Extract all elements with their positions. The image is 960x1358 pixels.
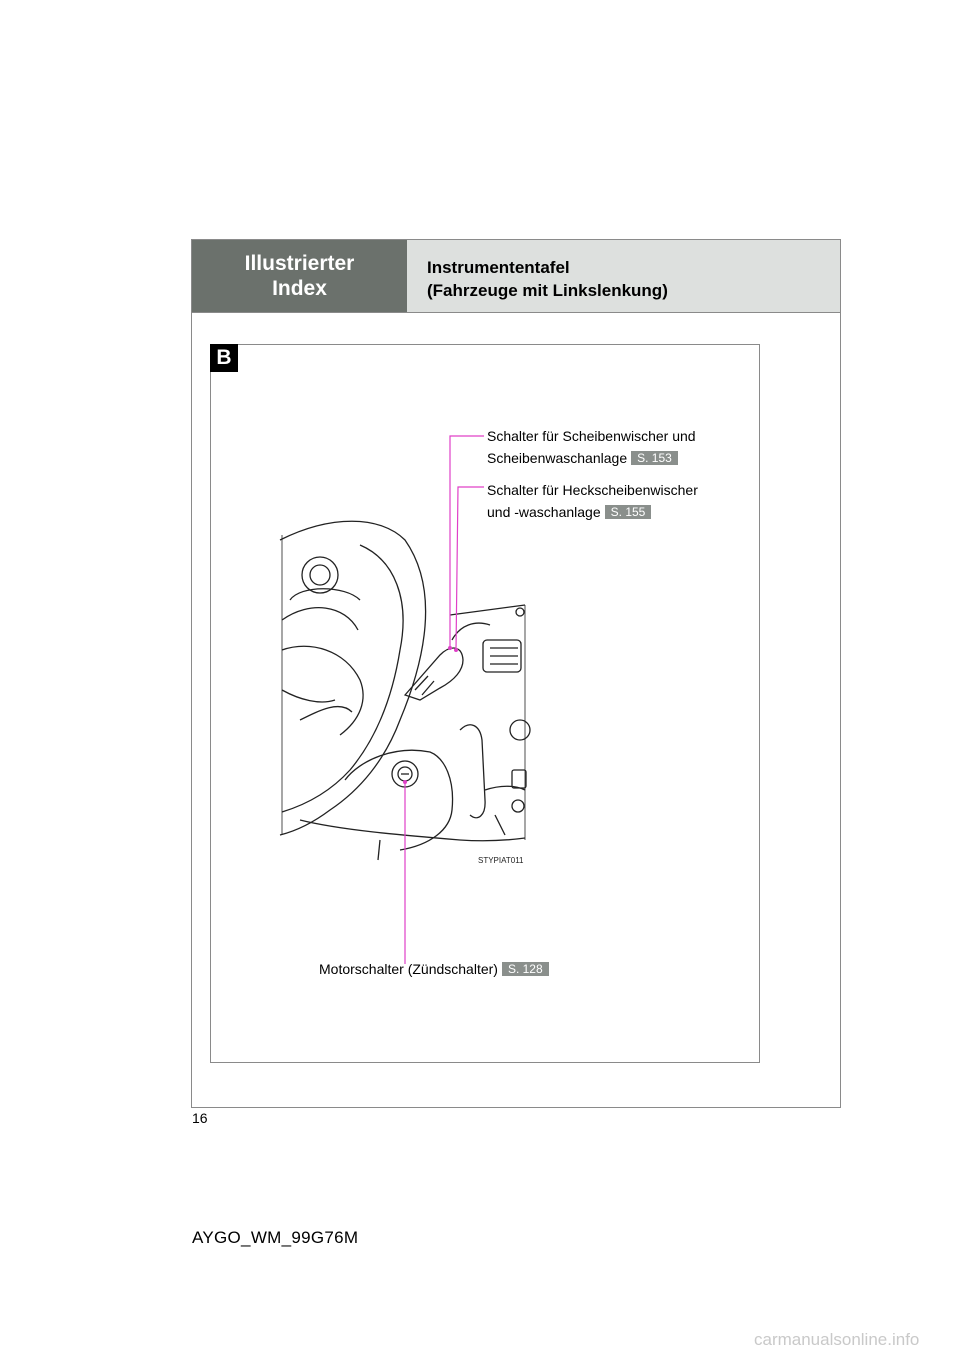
section-title-line1: Illustrierter	[244, 252, 355, 275]
section-badge: B	[210, 344, 238, 372]
page-number: 16	[192, 1110, 208, 1126]
callout-engine-switch	[319, 958, 549, 980]
callout-rear-wiper	[487, 479, 698, 523]
callout-rear-wiper-line1: Schalter für Heckscheibenwischer	[487, 482, 698, 498]
page-ref-155[interactable]: S. 155	[605, 505, 652, 519]
callout-front-wiper	[487, 425, 696, 469]
watermark: carmanualsonline.info	[754, 1330, 920, 1349]
callout-front-wiper-line1: Schalter für Scheibenwischer und	[487, 428, 696, 444]
callout-engine-switch-line1: Motorschalter (Zündschalter)	[319, 961, 498, 977]
page-title-line1: Instrumententafel	[427, 258, 570, 277]
figure-code: STYPIAT011	[478, 856, 524, 865]
page-ref-128[interactable]: S. 128	[502, 962, 549, 976]
callout-rear-wiper-line2: und -waschanlage	[487, 504, 601, 520]
page-title-line2: (Fahrzeuge mit Linkslenkung)	[427, 281, 668, 300]
page-ref-153[interactable]: S. 153	[631, 451, 678, 465]
callout-front-wiper-line2: Scheibenwaschanlage	[487, 450, 628, 466]
document-code: AYGO_WM_99G76M	[192, 1228, 359, 1247]
section-title-line2: Index	[272, 277, 327, 300]
